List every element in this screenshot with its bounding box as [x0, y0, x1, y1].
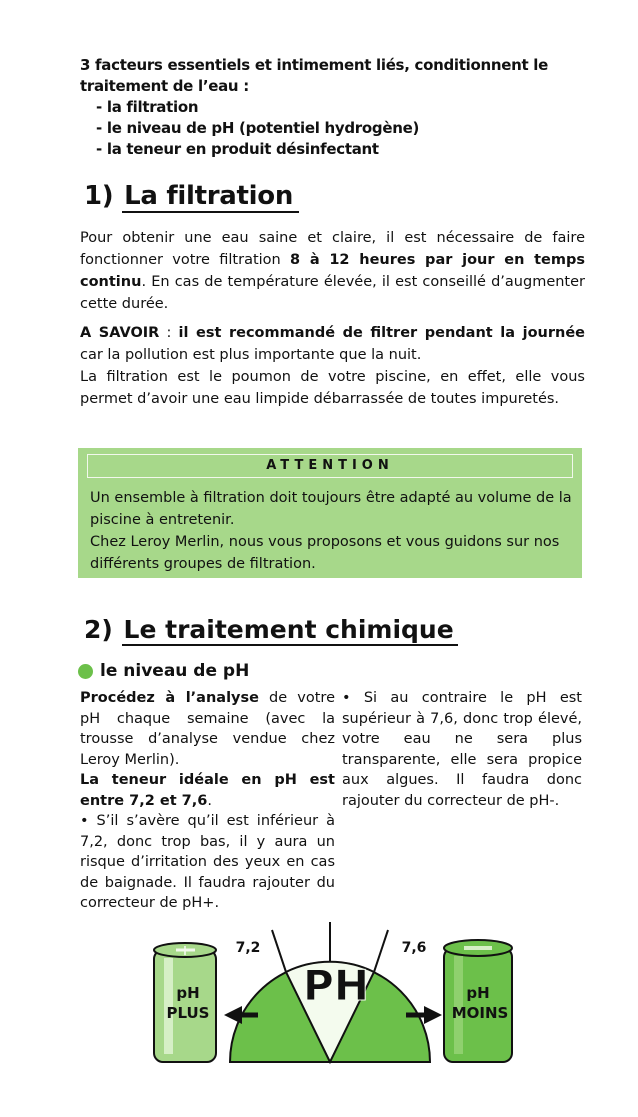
text-run: .	[207, 792, 212, 809]
intro-block	[80, 55, 600, 160]
ph-diagram	[140, 920, 520, 1070]
intro-item-desinfectant: - la teneur en produit désinfectant	[96, 140, 379, 158]
a-savoir-paragraph	[80, 322, 585, 410]
intro-text: 3 facteurs essentiels et intimement liés, conditionnent le traitement de l’eau :	[80, 56, 548, 95]
attention-text	[90, 487, 578, 575]
ph-plus-label-line1: pH	[176, 984, 200, 1002]
section1-title: La filtration	[122, 181, 299, 213]
text-run: de votre pH chaque semaine (avec la trousse d’analyse vendue chez Leroy Merlin).	[80, 690, 335, 768]
highlight-journee: il est recommandé de filtrer pendant la journée	[178, 325, 585, 341]
section2-heading	[84, 614, 458, 646]
ph-label-high: 7,6	[401, 940, 427, 956]
ph-label-low: 7,2	[235, 940, 261, 956]
text-run: car la pollution est plus importante que la nuit.	[80, 347, 422, 363]
ph-gauge	[230, 922, 430, 1062]
attention-title: ATTENTION	[87, 454, 573, 478]
ph-plus-canister-icon	[154, 943, 216, 1062]
highlight-duration: 8 à 12 heures par jour en temps continu	[80, 252, 585, 290]
attention-line: Un ensemble à filtration doit toujours être adapté au volume de la piscine à entretenir.	[90, 490, 572, 528]
green-bullet-icon	[78, 664, 93, 679]
ph-center-label: PH	[303, 961, 369, 1010]
analyse-highlight: Procédez à l’analyse	[80, 690, 259, 706]
text-run: . En cas de température élevée, il est conseillé d’augmenter cette durée.	[80, 274, 585, 312]
text-run: La filtration est le poumon de votre piscine, en effet, elle vous permet d’avoir une eau limpide débarrassée de toutes impuretés.	[80, 369, 585, 407]
section2-title: Le traitement chimique	[122, 615, 458, 646]
a-savoir-label: A SAVOIR	[80, 325, 160, 341]
text-run: Pour obtenir une eau saine et claire, il est nécessaire de faire fonctionner votre filtration	[80, 230, 585, 268]
intro-item-filtration: - la filtration	[96, 98, 199, 116]
ph-moins-label-line1: pH	[466, 984, 490, 1002]
ph-subheading: le niveau de pH	[100, 661, 250, 681]
ph-left-column	[80, 688, 335, 914]
ph-plus-label-line2: PLUS	[166, 1004, 210, 1022]
ideal-ph-highlight: La teneur idéale en pH est entre 7,2 et 7,6	[80, 772, 335, 809]
text-run: • S’il s’avère qu’il est inférieur à 7,2, donc trop bas, il y aura un risque d’irritation des yeux en cas de baignade. Il faudra rajouter du correcteur de pH+.	[80, 813, 335, 911]
section1-heading	[84, 180, 299, 212]
plus-sign-label: +	[179, 943, 191, 959]
intro-item-ph: - le niveau de pH (potentiel hydrogène)	[96, 119, 420, 137]
section2-number: 2)	[84, 615, 113, 644]
filtration-paragraph	[80, 227, 585, 315]
ph-moins-canister-icon	[444, 940, 512, 1062]
section1-number: 1)	[84, 181, 114, 211]
ph-moins-label-line2: MOINS	[451, 1004, 509, 1022]
ph-right-column: • Si au contraire le pH est supérieur à 7,6, donc trop élevé, votre eau ne sera plus transparente, elle sera propice aux algues. Il faudra donc rajouter du correcteur de pH-.	[342, 690, 582, 809]
attention-line: Chez Leroy Merlin, nous vous proposons et vous guidons sur nos différents groupes de filtration.	[90, 534, 560, 572]
text-run: :	[159, 325, 179, 341]
